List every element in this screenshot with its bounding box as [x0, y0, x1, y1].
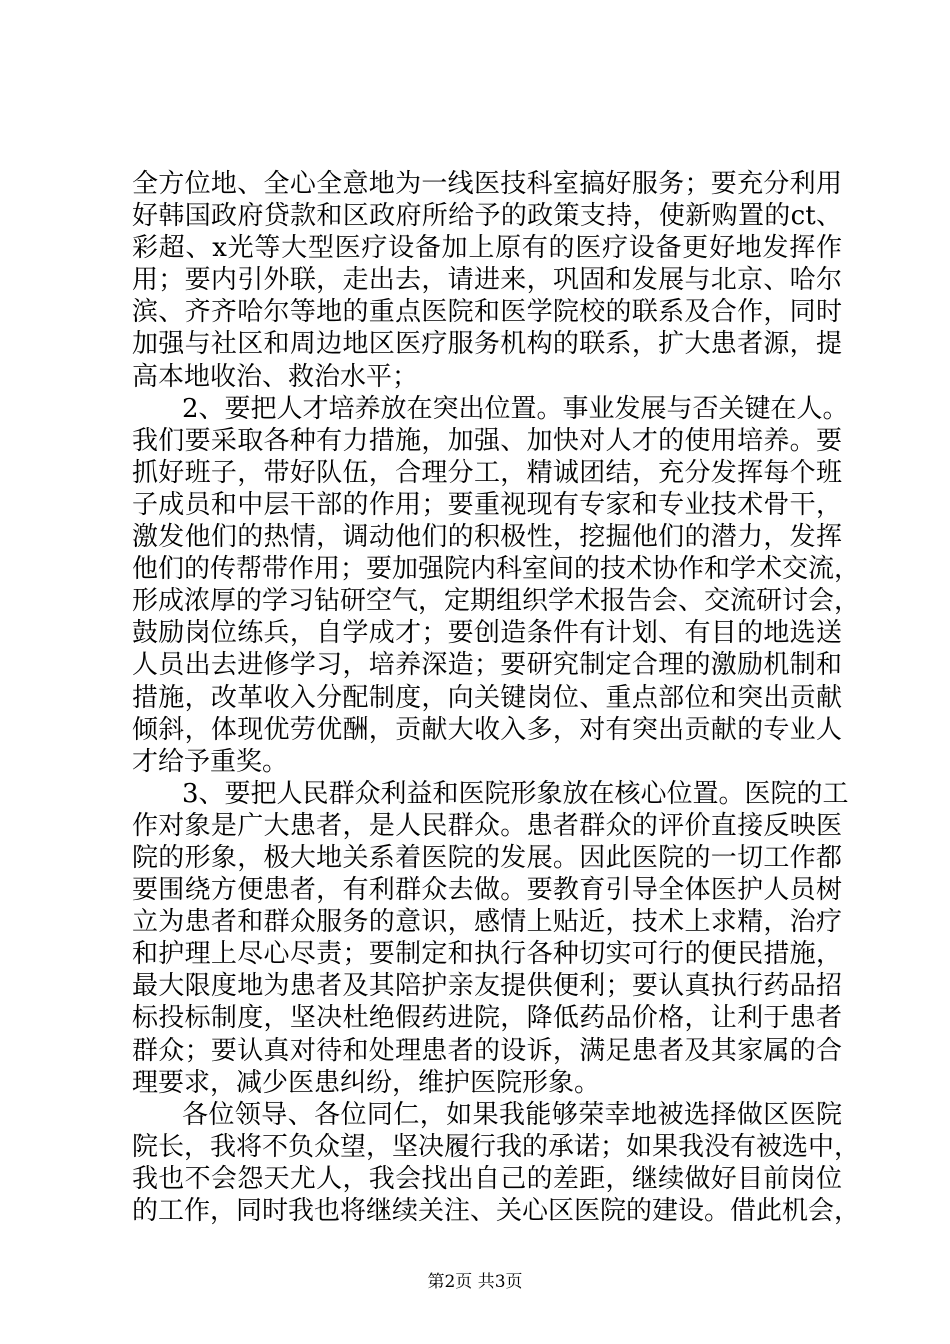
page-footer: 第2页 共3页	[427, 1272, 523, 1292]
text-line: 激发他们的热情，调动他们的积极性，挖掘他们的潜力，发挥	[132, 522, 842, 553]
text-line: 他们的传帮带作用；要加强院内科室间的技术协作和学术交流，	[132, 554, 861, 585]
text-line: 院的形象，极大地关系着医院的发展。因此医院的一切工作都	[132, 842, 842, 873]
text-line: 和护理上尽心尽责；要制定和执行各种切实可行的便民措施，	[132, 939, 842, 970]
document-body	[132, 168, 861, 1227]
text-line: 院长，我将不负众望，坚决履行我的承诺；如果我没有被选中，	[132, 1131, 861, 1162]
text-line: 才给予重奖。	[132, 746, 289, 777]
text-line: 子成员和中层干部的作用；要重视现有专家和专业技术骨干，	[132, 489, 842, 520]
text-line: 彩超、x光等大型医疗设备加上原有的医疗设备更好地发挥作	[132, 233, 842, 264]
text-line: 高本地收治、救治水平；	[132, 361, 419, 392]
text-line: 鼓励岗位练兵，自学成才；要创造条件有计划、有目的地选送	[132, 618, 842, 649]
text-line: 理要求，减少医患纠纷，维护医院形象。	[132, 1067, 601, 1098]
text-line: 加强与社区和周边地区医疗服务机构的联系，扩大患者源，提	[132, 329, 842, 360]
text-line: 用；要内引外联，走出去，请进来，巩固和发展与北京、哈尔	[132, 265, 842, 296]
text-line: 人员出去进修学习，培养深造；要研究制定合理的激励机制和	[132, 650, 842, 681]
text-line: 我也不会怨天尤人，我会找出自己的差距，继续做好目前岗位	[132, 1163, 842, 1194]
text-line: 好韩国政府贷款和区政府所给予的政策支持，使新购置的ct、	[132, 201, 842, 232]
text-line: 群众；要认真对待和处理患者的设诉，满足患者及其家属的合	[132, 1035, 842, 1066]
text-line: 形成浓厚的学习钻研空气，定期组织学术报告会、交流研讨会，	[132, 586, 861, 617]
text-line: 各位领导、各位同仁，如果我能够荣幸地被选择做区医院	[182, 1099, 842, 1130]
text-line: 我们要采取各种有力措施，加强、加快对人才的使用培养。要	[132, 425, 842, 456]
text-line: 2、要把人才培养放在突出位置。事业发展与否关键在人。	[182, 393, 849, 424]
text-line: 最大限度地为患者及其陪护亲友提供便利；要认真执行药品招	[132, 971, 842, 1002]
text-line: 措施，改革收入分配制度，向关键岗位、重点部位和突出贡献	[132, 682, 842, 713]
text-line: 3、要把人民群众利益和医院形象放在核心位置。医院的工	[182, 778, 849, 809]
text-line: 倾斜，体现优劳优酬，贡献大收入多，对有突出贡献的专业人	[132, 714, 842, 745]
text-line: 抓好班子，带好队伍，合理分工，精诚团结，充分发挥每个班	[132, 457, 842, 488]
text-line: 要围绕方便患者，有利群众去做。要教育引导全体医护人员树	[132, 875, 842, 906]
text-line: 的工作，同时我也将继续关注、关心区医院的建设。借此机会，	[132, 1196, 861, 1226]
text-line: 标投标制度，坚决杜绝假药进院，降低药品价格，让利于患者	[132, 1003, 842, 1034]
text-line: 作对象是广大患者，是人民群众。患者群众的评价直接反映医	[132, 810, 842, 841]
text-line: 滨、齐齐哈尔等地的重点医院和医学院校的联系及合作，同时	[132, 297, 842, 328]
text-line: 全方位地、全心全意地为一线医技科室搞好服务；要充分利用	[132, 169, 842, 199]
text-line: 立为患者和群众服务的意识，感情上贴近，技术上求精，治疗	[132, 907, 842, 938]
